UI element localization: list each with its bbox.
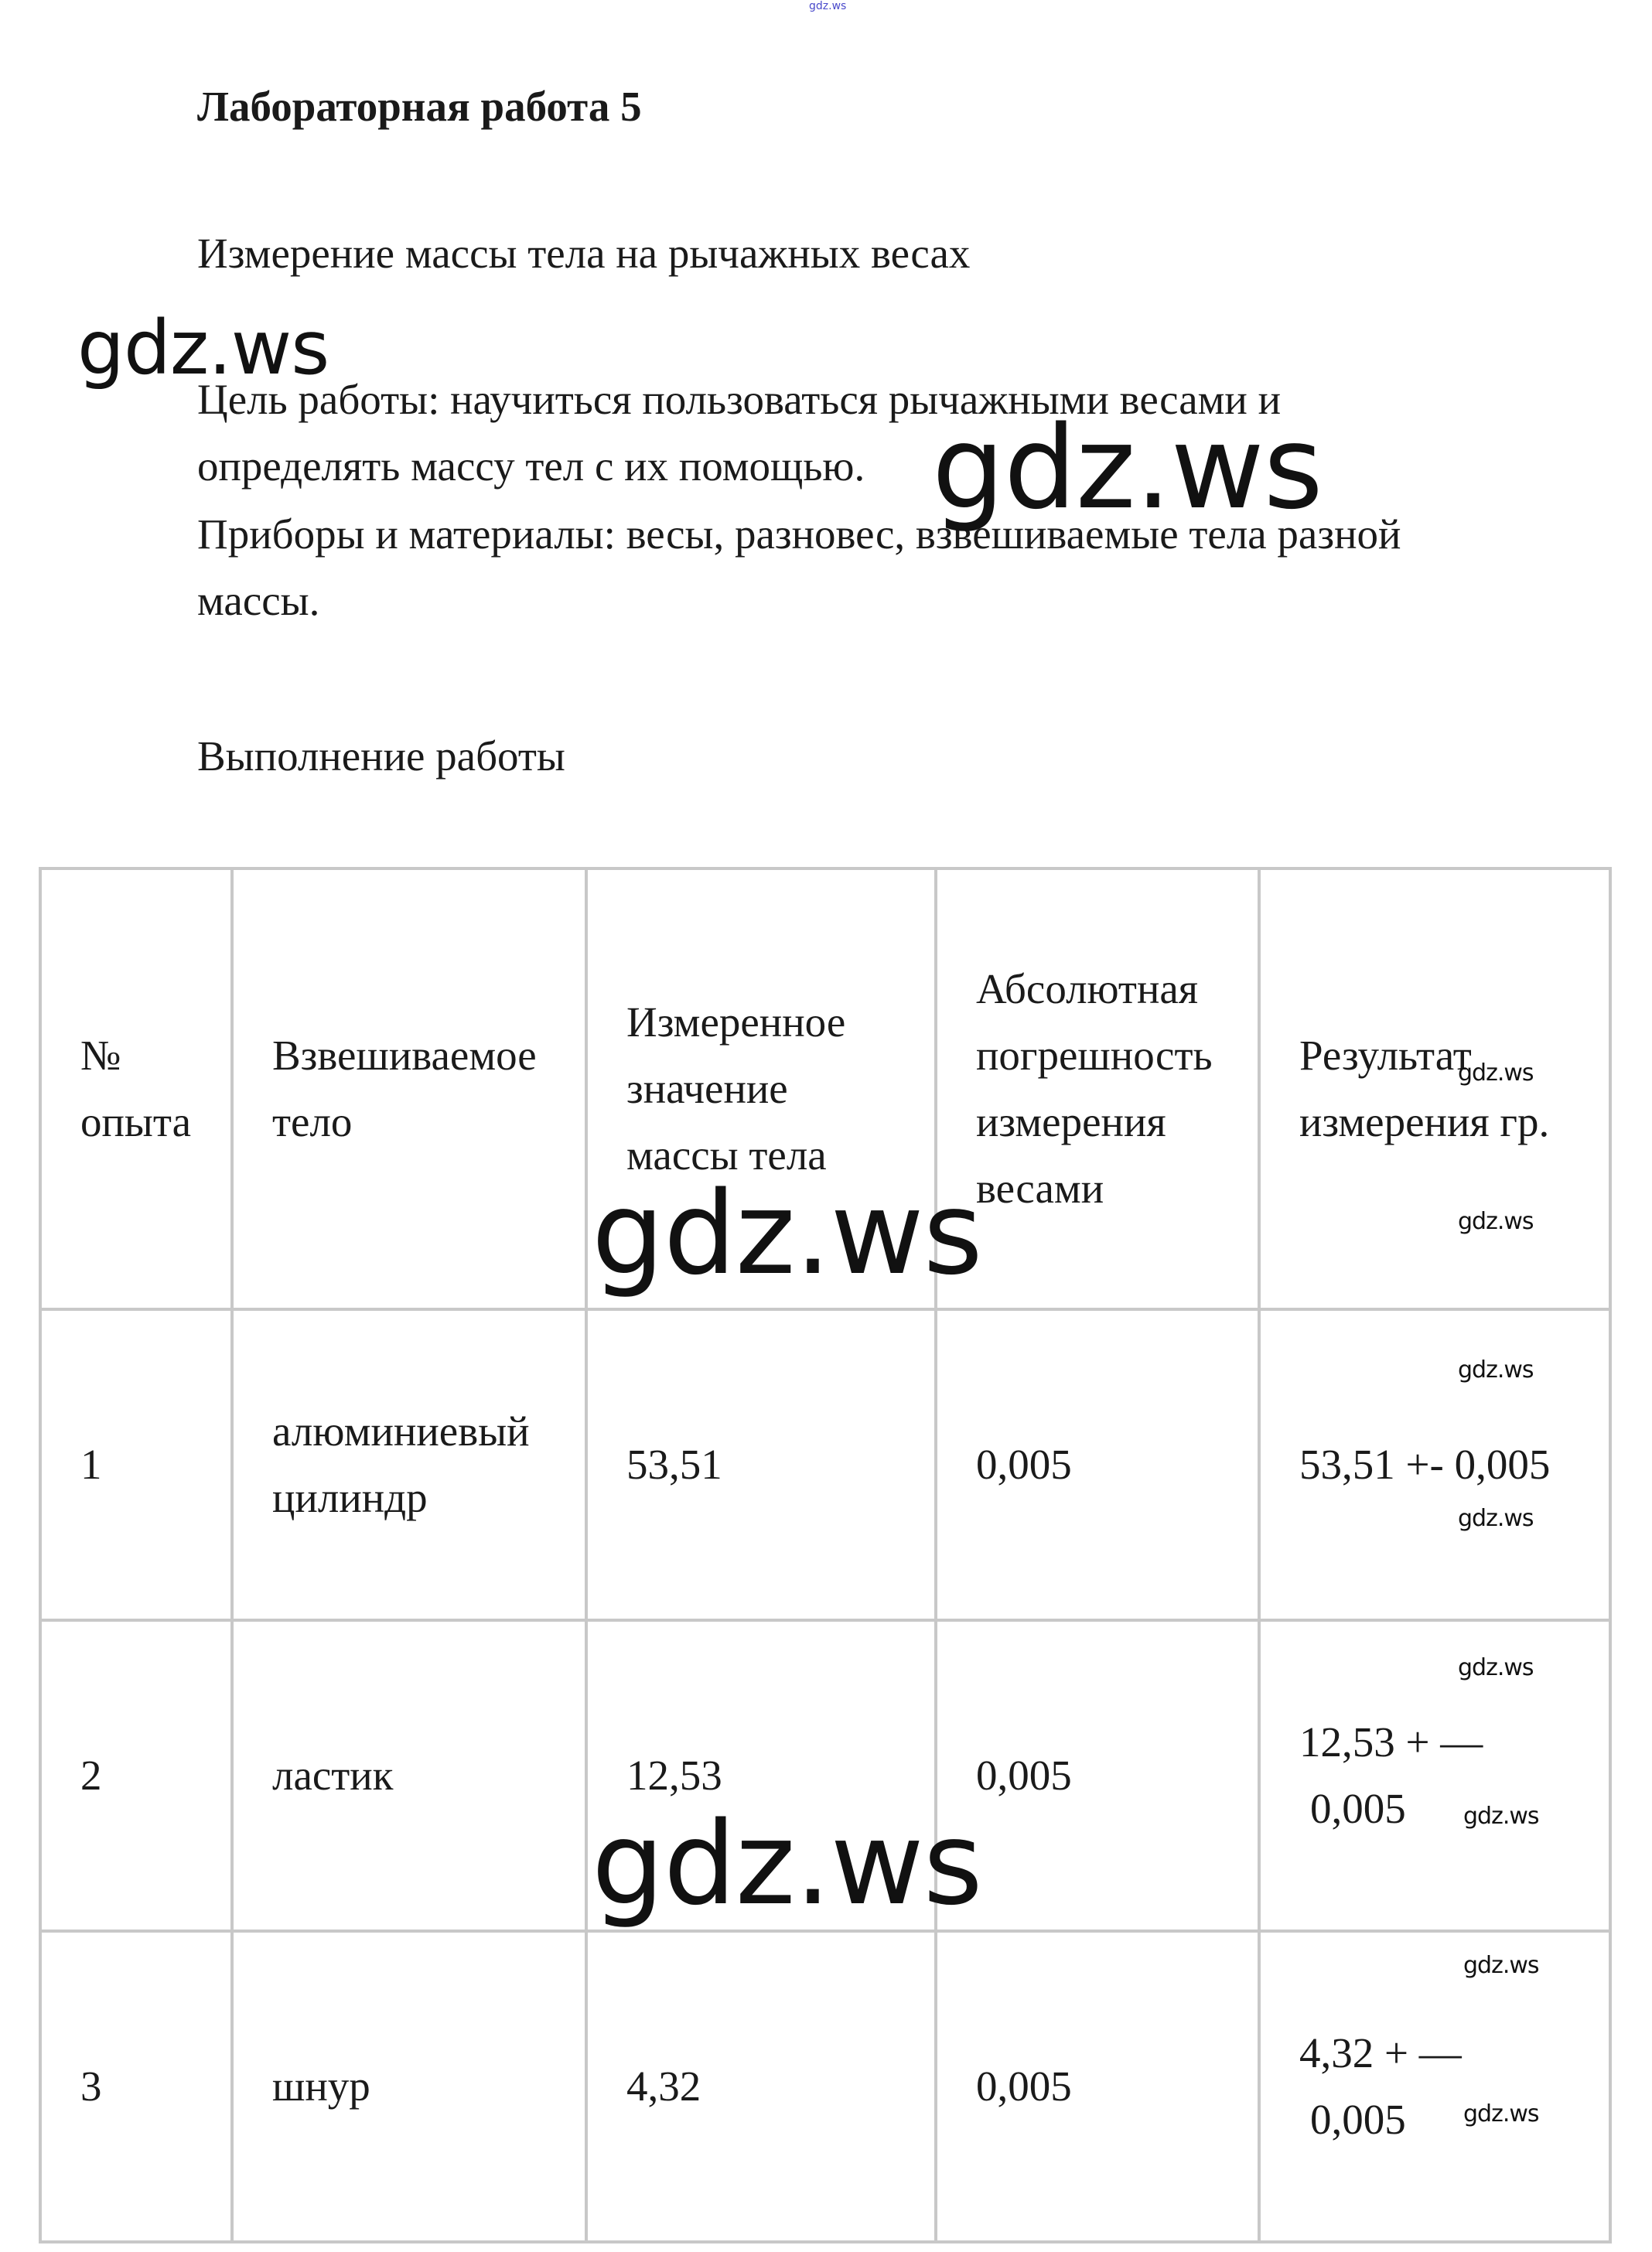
watermark: gdz.ws: [592, 1797, 982, 1930]
watermark: gdz.ws: [1463, 2100, 1539, 2127]
execution-heading: Выполнение работы: [197, 732, 565, 780]
top-watermark: gdz.ws: [809, 0, 847, 12]
header-experiment-no: № опыта: [40, 868, 232, 1309]
cell-result: 53,51 +- 0,005: [1259, 1309, 1610, 1620]
cell-mass: 4,32: [586, 1931, 936, 2242]
watermark: gdz.ws: [1458, 1059, 1534, 1087]
watermark: gdz.ws: [1463, 1952, 1539, 1979]
cell-mass: 53,51: [586, 1309, 936, 1620]
cell-mass: 12,53: [586, 1620, 936, 1931]
watermark: gdz.ws: [1463, 1803, 1539, 1830]
cell-body: шнур: [232, 1931, 586, 2242]
header-measured-mass: Измеренное значение массы тела: [586, 868, 936, 1309]
watermark: gdz.ws: [1458, 1654, 1534, 1681]
header-result: Результат измерения гр.: [1259, 868, 1610, 1309]
cell-result: 12,53 + — 0,005: [1259, 1620, 1610, 1931]
watermark: gdz.ws: [592, 1167, 982, 1300]
cell-error: 0,005: [936, 1309, 1259, 1620]
header-weighed-body: Взвешиваемое тело: [232, 868, 586, 1309]
table-row: [40, 1309, 1610, 1620]
watermark: gdz.ws: [1458, 1356, 1534, 1384]
watermark: gdz.ws: [77, 305, 329, 391]
cell-body: ластик: [232, 1620, 586, 1931]
watermark: gdz.ws: [1458, 1208, 1534, 1235]
cell-no: 1: [40, 1309, 232, 1620]
cell-no: 2: [40, 1620, 232, 1931]
header-absolute-error: Абсолютная погрешность измерения весами: [936, 868, 1259, 1309]
cell-body: алюминиевый цилиндр: [232, 1309, 586, 1620]
watermark: gdz.ws: [932, 401, 1323, 534]
goal-line-2: определять массу тел с их помощью.: [197, 442, 865, 490]
goal-line-1: Цель работы: научиться пользоваться рычажными весами и: [197, 376, 1282, 423]
cell-error: 0,005: [936, 1931, 1259, 2242]
results-table: [39, 867, 1612, 2243]
equipment-line-2: массы.: [197, 577, 320, 624]
cell-no: 3: [40, 1931, 232, 2242]
cell-error: 0,005: [936, 1620, 1259, 1931]
lab-subtitle: Измерение массы тела на рычажных весах: [197, 230, 971, 277]
lab-title: Лабораторная работа 5: [197, 83, 642, 130]
watermark: gdz.ws: [1458, 1505, 1534, 1532]
equipment-line-1: Приборы и материалы: весы, разновес, взвешиваемые тела разной: [197, 510, 1401, 558]
cell-result: 4,32 + — 0,005: [1259, 1931, 1610, 2242]
table-row: [40, 1931, 1610, 2242]
